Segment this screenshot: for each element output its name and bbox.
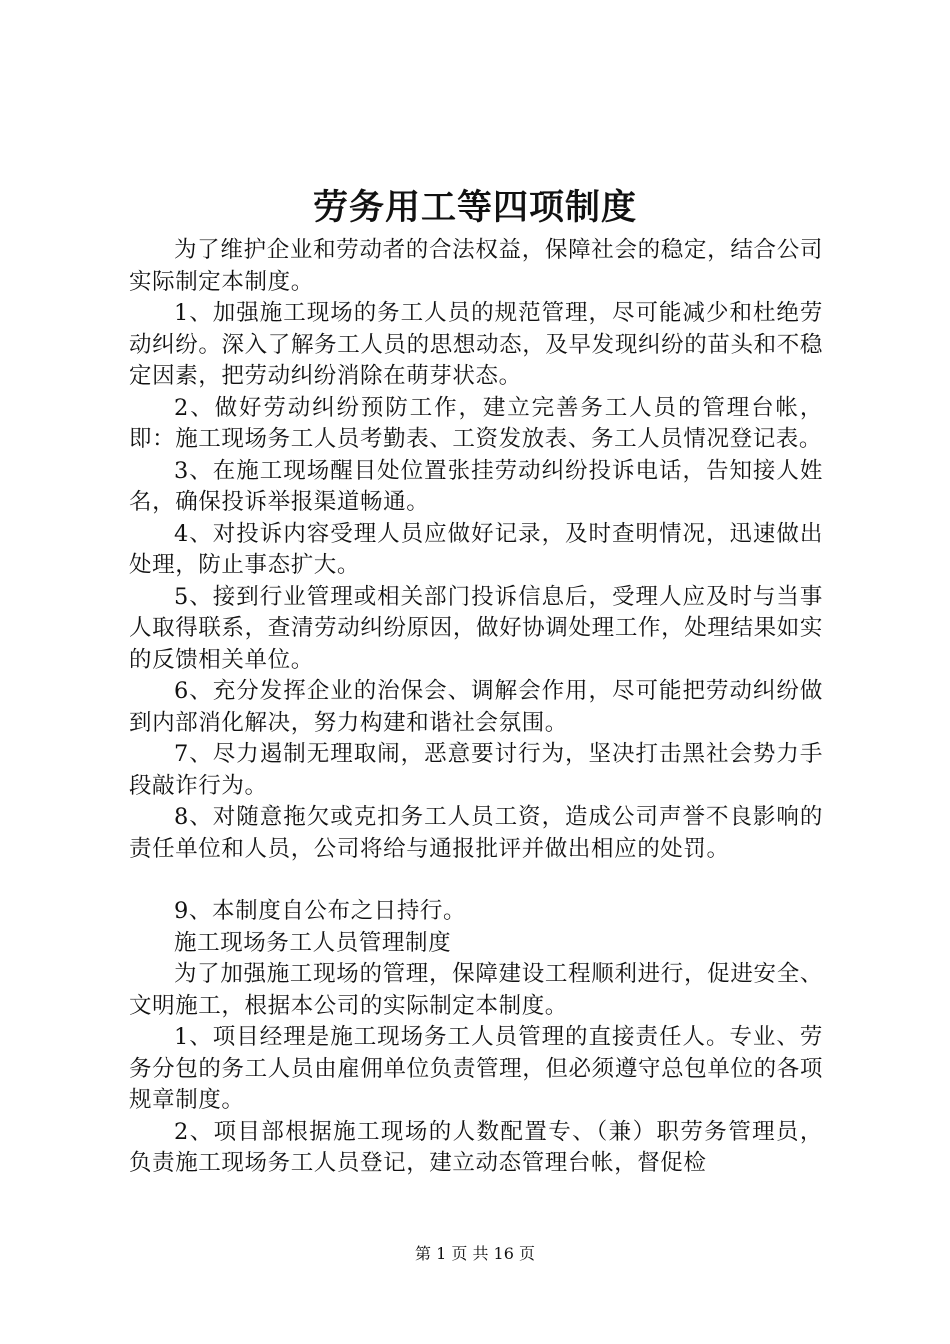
paragraph-item-9: 9、本制度自公布之日持行。 <box>174 898 467 924</box>
paragraph-item-1: 1、加强施工现场的务工人员的规范管理，尽可能减少和杜绝劳动纠纷。深入了解务工人员的思想动态，及早发现纠纷的苗头和不稳定因素，把劳动纠纷消除在萌芽状态。 <box>129 300 823 389</box>
paragraph-item-2: 2、做好劳动纠纷预防工作，建立完善务工人员的管理台帐，即：施工现场务工人员考勤表、工资发放表、务工人员情况登记表。 <box>129 394 823 452</box>
paragraph-item-7: 7、尽力遏制无理取闹，恶意要讨行为，坚决打击黑社会势力手段敲诈行为。 <box>129 741 823 799</box>
document-title: 劳务用工等四项制度 <box>312 187 637 228</box>
section-heading: 施工现场务工人员管理制度 <box>174 929 452 956</box>
document-body <box>129 235 823 1180</box>
paragraph-item-5: 5、接到行业管理或相关部门投诉信息后，受理人应及时与当事人取得联系，查清劳动纠纷原因，做好协调处理工作，处理结果如实的反馈相关单位。 <box>129 583 823 673</box>
paragraph-item-8: 8、对随意拖欠或克扣务工人员工资，造成公司声誉不良影响的责任单位和人员，公司将给与通报批评并做出相应的处罚。 <box>129 804 823 862</box>
paragraph-item-3: 3、在施工现场醒目处位置张挂劳动纠纷投诉电话，告知接人姓名，确保投诉举报渠道畅通。 <box>129 457 823 515</box>
paragraph-section-item-2: 2、项目部根据施工现场的人数配置专、（兼）职劳务管理员，负责施工现场务工人员登记，建立动态管理台帐，督促检 <box>129 1118 823 1176</box>
paragraph-intro: 为了维护企业和劳动者的合法权益，保障社会的稳定，结合公司实际制定本制度。 <box>129 237 823 295</box>
paragraph-item-4: 4、对投诉内容受理人员应做好记录，及时查明情况，迅速做出处理，防止事态扩大。 <box>129 520 823 578</box>
page-number-footer: 第 1 页 共 16 页 <box>415 1244 535 1263</box>
paragraph-section-item-1: 1、项目经理是施工现场务工人员管理的直接责任人。专业、劳务分包的务工人员由雇佣单位负责管理，但必须遵守总包单位的各项规章制度。 <box>129 1024 823 1113</box>
paragraph-section-intro: 为了加强施工现场的管理，保障建设工程顺利进行，促进安全、文明施工，根据本公司的实际制定本制度。 <box>129 961 823 1019</box>
paragraph-item-6: 6、充分发挥企业的治保会、调解会作用，尽可能把劳动纠纷做到内部消化解决，努力构建和谐社会氛围。 <box>129 678 823 736</box>
